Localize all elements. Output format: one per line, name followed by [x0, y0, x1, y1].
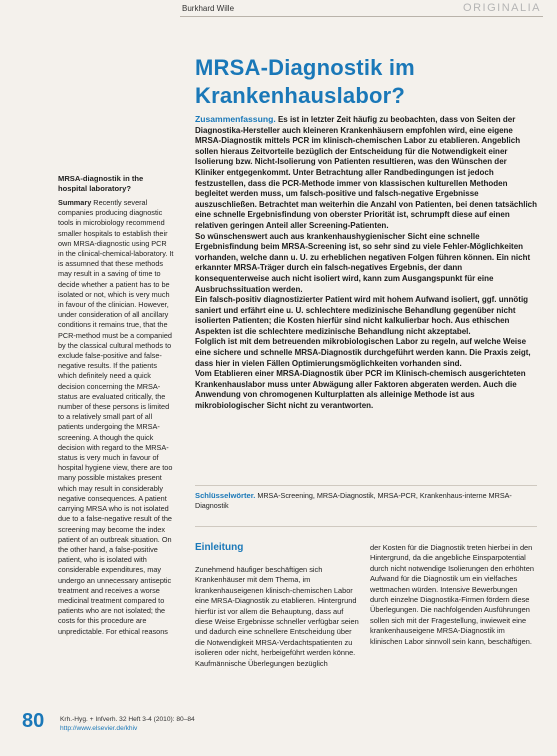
- section-label: ORIGINALIA: [463, 2, 541, 14]
- summary-text: Recently several companies producing diagnostic tools in microbiology recommend smaller hospitals to establish their own MRSA-diagnostic using PCR in the clinical-chemical-laboratory. It is assumned that these methods may result in a saving of time to decide whether a patient has to be isolated or not, which is very much in favour of the clinician. However, under consideration of all ancillary conditions it remains true, that the PCR-method must be a companied by the classical cultural methods to exclude false-positive and false-negative results. If the patients which definitely need a quick decision concerning the MRSA-status are evaluated critically, the number of these persons is limited to a relatively small part of all patients undergoing the MRSA-screening. A though the quick decision with regard to the MRSA-status is very much in favour of hospital hygiene view, there are too many possible mistakes present which may result in considerably negative consequences. A patient carrying MRSA who is not isolated due to a false-negative result of the screening may become the index patient of an outbreak situation. On the other hand, a false-positive patient, who is isolated with considerable expenditures, may undergo an unnecessary antiseptic treatment and receives a worse medicinal treatment compared to patients who are not isolated; the costs for this procedure are unpredictable. For ethical reasons: [58, 198, 174, 636]
- abstract-p1-text: Es ist in letzter Zeit häufig zu beobachten, dass von Seiten der Diagnostika-Hersteller auch kleineren Krankenhäusern empfohlen wird, eine eigene MRSA-Diagnostik mittels PCR im klinisch-chemischen Labor zu etablieren. Angeblich sollen hieraus Zeitvorteile bezüglich der Entscheidung für die Notwendigkeit einer Isolierung bzw. Nicht-Isolierung von Patienten resultieren, was den Wünschen der Kliniker entgegenkommt. Unter Betrachtung aller Randbedingungen ist jedoch festzustellen, dass die PCR-Methode immer von klassischen kulturellen Methoden begleitet werden muss, um falsch-positive und falsch-negative Ergebnisse auszuschließen. Betrachtet man weiterhin die Anzahl von Patienten, bei denen tatsächlich eine schnelle Ergebnisfindung von oberster Priorität ist, schrumpft diese auf einen relativen geringen Anteil aller Screening-Patienten.: [195, 115, 538, 230]
- english-summary: [58, 198, 174, 637]
- abstract-paragraph-3: Ein falsch-positiv diagnostizierter Patient wird mit hohem Aufwand isoliert, ggf. unnötig saniert und erfährt eine u. U. schlechtere medizinische Behandlung gegenüber nicht isolierten Patienten; die Kosten hierfür sind nicht kalkulierbar hoch. Aus ethischen Aspekten ist die schlechtere medizinische Behandlung nicht akzeptabel.: [195, 295, 529, 336]
- abstract-paragraph-2: So wünschenswert auch aus krankenhaushygienischer Sicht eine schnelle Ergebnisfindung beim MRSA-Screening ist, so sehr sind zu viele Fehler-Möglichkeiten vorhanden, welche dann u. U. zu erheblichen negativen Folgen führen können. Ein nicht erkannter MRSA-Träger durch ein falsch-negatives Ergebnis, der dann konsequenterweise auch nicht isoliert wird, kann zum Ausgangspunkt für eine Ausbruchssituation werden.: [195, 231, 531, 294]
- summary-label: Summary: [58, 198, 92, 207]
- title-line-2: Krankenhauslabor?: [195, 83, 406, 108]
- english-subtitle: MRSA-diagnostik in the hospital laboratory?: [58, 174, 144, 193]
- title-line-1: MRSA-Diagnostik im: [195, 55, 415, 80]
- keywords-block: [195, 491, 537, 510]
- author-name: Burkhard Wille: [182, 4, 235, 13]
- abstract-paragraph-4: Folglich ist mit dem betreuenden mikrobiologischen Labor zu regeln, auf welche Weise eine sichere und schnelle MRSA-Diagnostik durchgeführt werden kann. Die Praxis zeigt, dass hier in vielen Fällen Optimierungsmöglichkeiten vorhanden sind.: [195, 337, 531, 368]
- keywords-rule-top: [195, 485, 537, 486]
- keywords-label: Schlüsselwörter.: [195, 491, 256, 500]
- citation-text: Krh.-Hyg. + Infverh. 32 Heft 3-4 (2010): 80–84: [60, 716, 195, 723]
- body-column-right: der Kosten für die Diagnostik treten hierbei in den Hintergrund, da die angebliche Einsparpotential durch nicht notwendige Isolierungen den erhöhten Aufwand für die Diagnostik um ein vielfaches wettmachen würden. Intensive Bewerbungen durch einzelne Diagnostika-Firmen fördern diese Überlegungen. Die nachfolgenden Ausführungen sollen sich mit der Fragestellung, inwieweit eine krankenhauseigene MRSA-Diagnostik im klinischen Labor sinnvoll sein kann, beschäftigen.: [370, 543, 534, 646]
- article-title: [195, 54, 535, 110]
- header-rule: [180, 16, 543, 17]
- journal-citation: [60, 716, 195, 733]
- german-abstract: [195, 114, 537, 412]
- abstract-paragraph-5: Vom Etablieren einer MRSA-Diagnostik über PCR im Klinisch-chemisch ausgerichteten Krankenhauslabor muss unter Abwägung aller Faktoren abgeraten werden. Auch die Anwendung von chromogenen Kulturplatten als alleinige Methode ist aus mikrobiologischer Sicht nicht zu verantworten.: [195, 369, 526, 411]
- section-heading-einleitung: Einleitung: [195, 542, 244, 553]
- keywords-rule-bottom: [195, 526, 537, 527]
- keywords-text: MRSA-Screening, MRSA-Diagnostik, MRSA-PCR, Krankenhaus-interne MRSA-Diagnostik: [195, 491, 512, 510]
- abstract-label: Zusammenfassung.: [195, 114, 276, 124]
- body-column-left: Zunehmend häufiger beschäftigen sich Krankenhäuser mit dem Thema, im krankenhauseigenen klinisch-chemischen Labor eine MRSA-Diagnostik zu etablieren. Hintergrund hierfür ist vor allem die Behauptung, dass auf diese Weise Ergebnisse schneller verfügbar seien und dadurch eine schnellere Entscheidung über die Notwendigkeit MRSA-Verdachtspatienten zu isolieren oder nicht, herbeigeführt werden könne. Kaufmännische Überlegungen bezüglich: [195, 565, 359, 668]
- abstract-paragraph-1: [195, 114, 537, 232]
- page-number: 80: [22, 710, 45, 732]
- english-summary-column: [58, 174, 174, 637]
- journal-url[interactable]: http://www.elsevier.de/khiv: [60, 724, 138, 732]
